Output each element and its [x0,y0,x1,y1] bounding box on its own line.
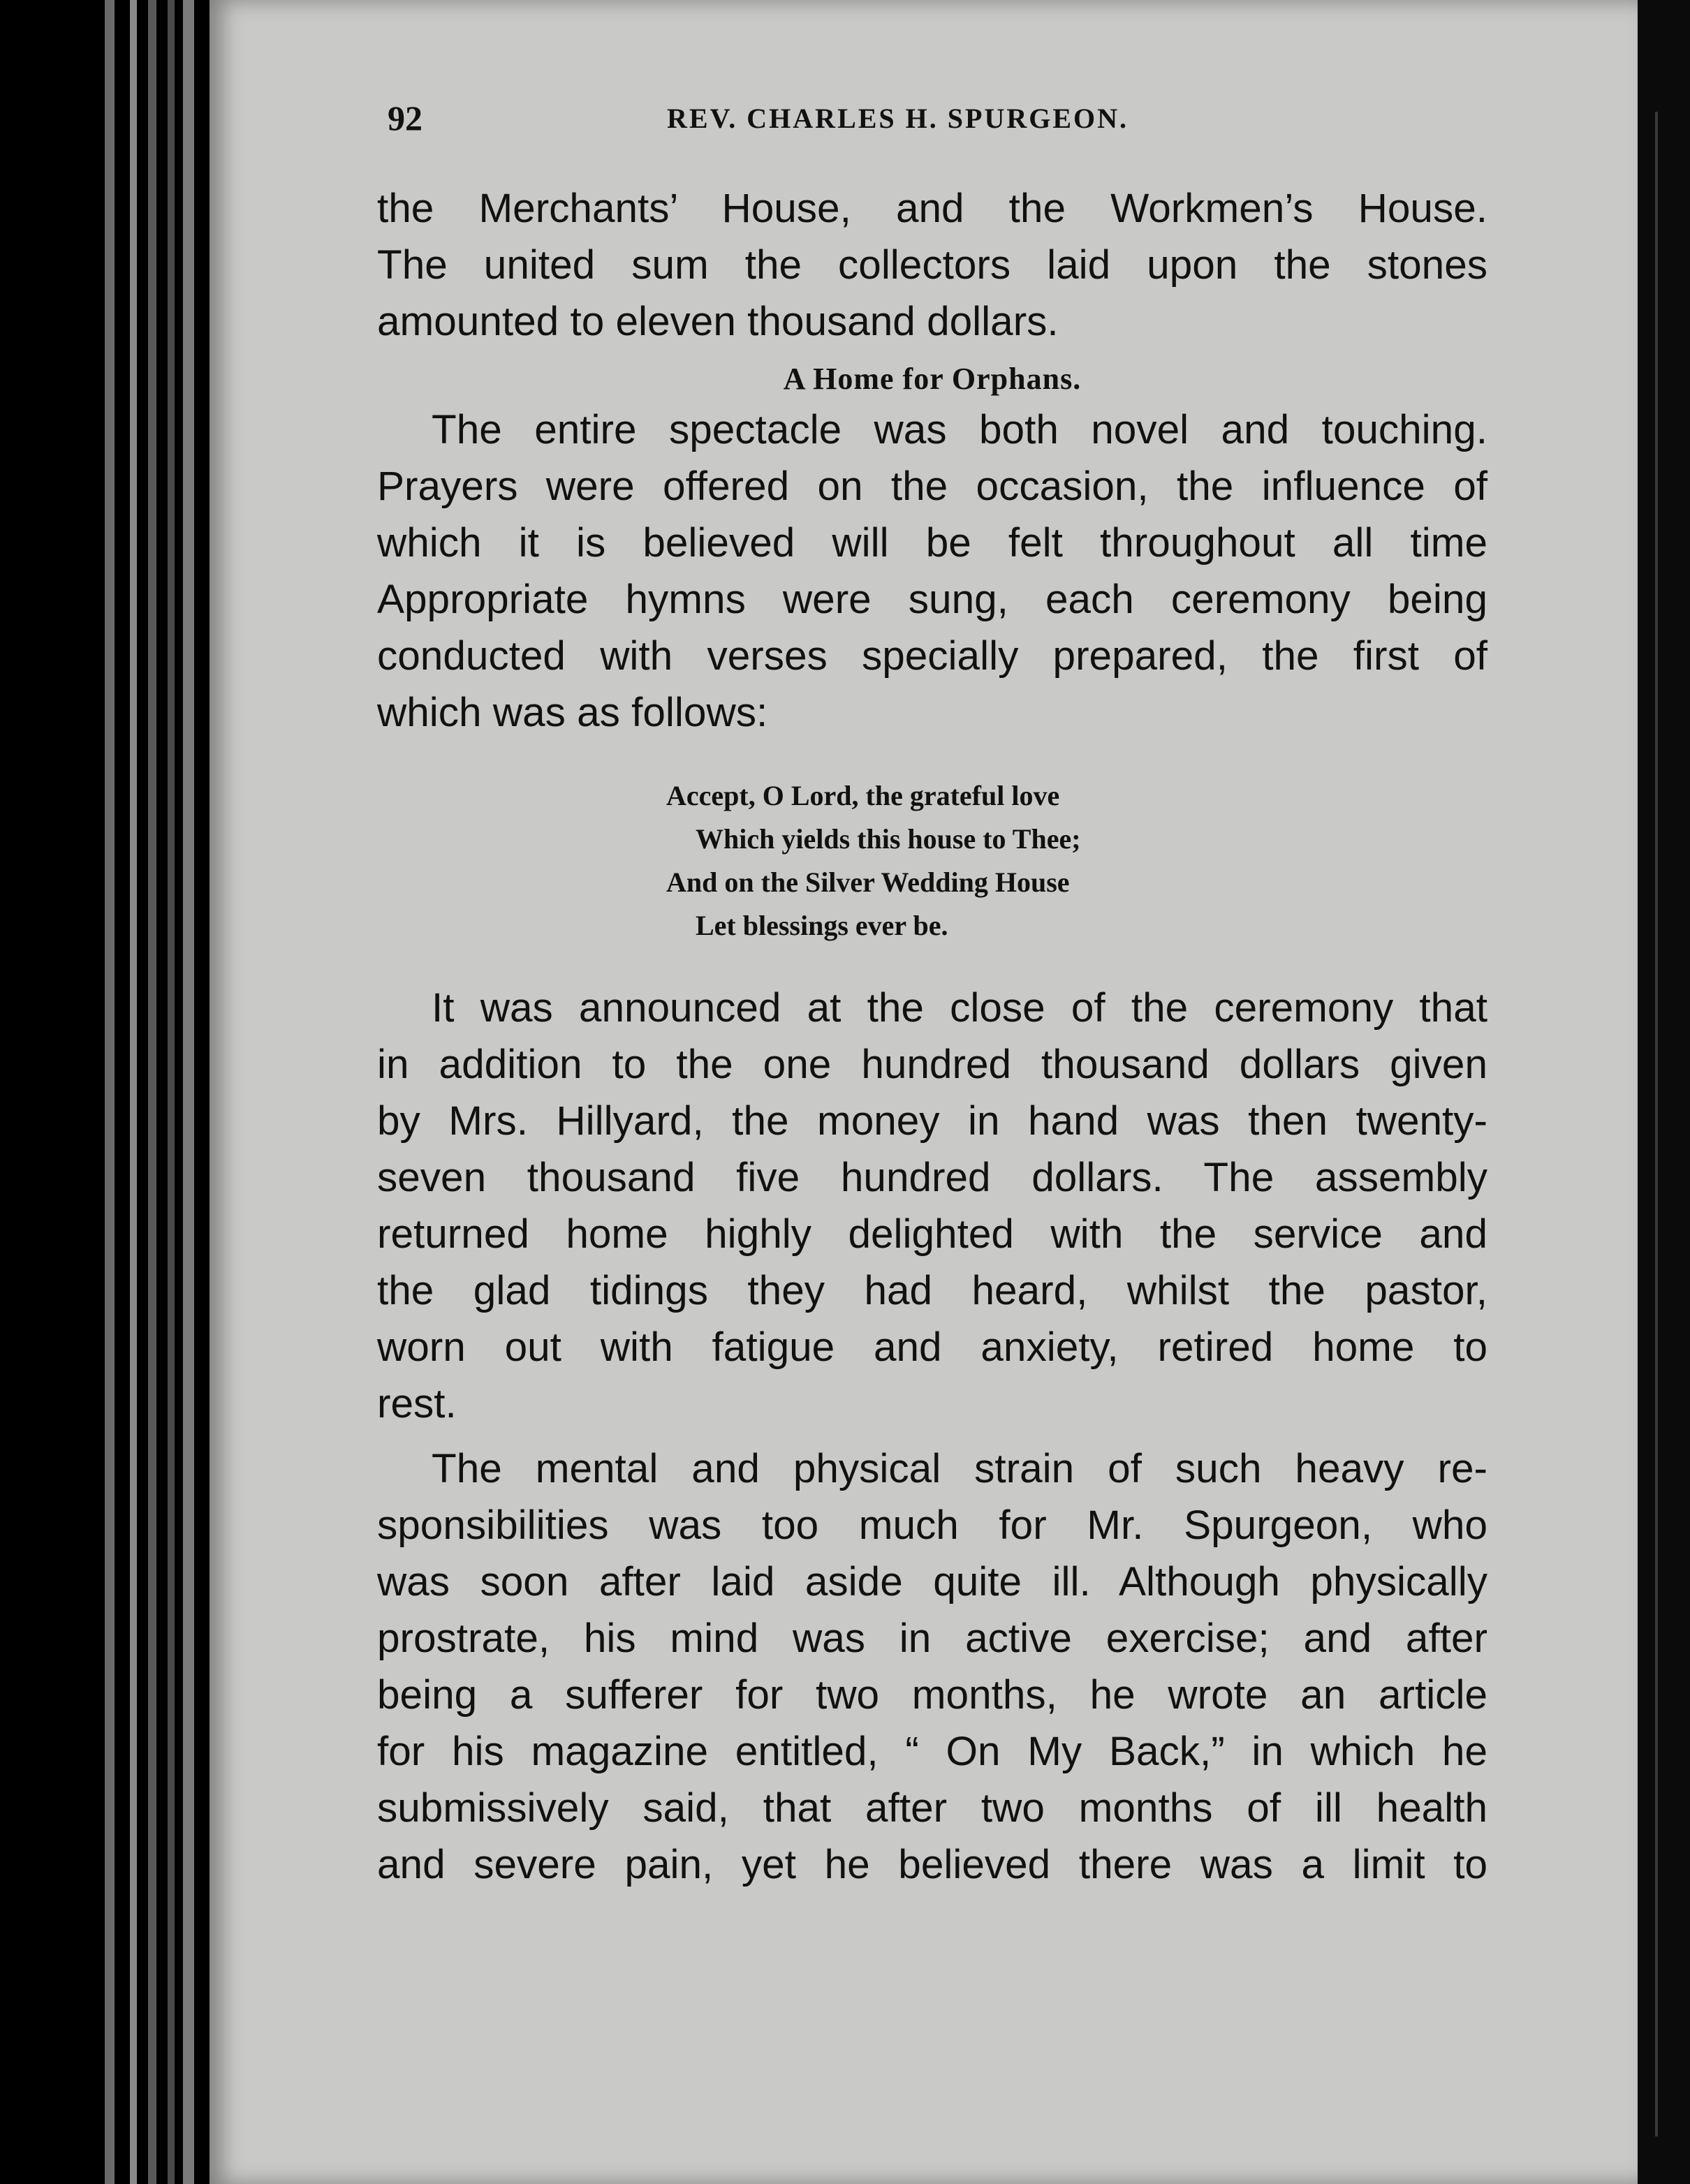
text-line: seven thousand five hundred dollars. The assembly [377,1155,1487,1200]
poem-line: Accept, O Lord, the grateful love [666,780,1060,811]
text-line: the glad tidings they had heard, whilst the pastor, [377,1268,1487,1313]
book-spine-edge [105,0,115,2184]
book-spine-edge [183,0,194,2184]
page-number: 92 [388,98,422,138]
text-line: prostrate, his mind was in active exercise; and after [377,1616,1487,1661]
scan-border-line [1655,112,1658,2137]
text-line: which was as follows: [377,690,768,735]
text-line: the Merchants’ House, and the Workmen’s House. [377,186,1487,231]
book-spine-edge [130,0,137,2184]
text-line: The entire spectacle was both novel and touching. [432,407,1487,452]
text-line: in addition to the one hundred thousand dollars given [377,1042,1487,1087]
text-line: It was announced at the close of the ceremony that [432,985,1487,1031]
text-line: rest. [377,1381,457,1426]
text-line: worn out with fatigue and anxiety, retired home to [377,1325,1487,1370]
text-line: returned home highly delighted with the service and [377,1211,1487,1257]
text-line: The united sum the collectors laid upon the stones [377,242,1487,288]
text-line: which it is believed will be felt throughout all time [377,520,1487,566]
book-spine-edge [148,0,156,2184]
text-line: by Mrs. Hillyard, the money in hand was then twenty- [377,1098,1487,1144]
poem-line: And on the Silver Wedding House [666,866,1070,898]
text-line: The mental and physical strain of such heavy re- [432,1446,1487,1491]
poem-line: Which yields this house to Thee; [696,823,1081,855]
body-text [377,180,1487,1893]
scan-border [1638,0,1690,2184]
section-heading: A Home for Orphans. [783,362,1082,396]
text-line: and severe pain, yet he believed there was a limit to [377,1842,1487,1887]
page-header [388,98,1540,154]
text-line: Appropriate hymns were sung, each ceremony being [377,577,1487,622]
book-spine-edge [168,0,175,2184]
text-line: amounted to eleven thousand dollars. [377,299,1059,344]
text-line: submissively said, that after two months of ill health [377,1785,1487,1831]
text-line: sponsibilities was too much for Mr. Spurgeon, who [377,1503,1487,1548]
poem-line: Let blessings ever be. [696,910,948,941]
text-line: for his magazine entitled, “ On My Back,” in which he [377,1729,1487,1774]
text-line: conducted with verses specially prepared, the first of [377,633,1487,679]
text-line: being a sufferer for two months, he wrote an article [377,1672,1487,1718]
text-line: Prayers were offered on the occasion, the influence of [377,464,1487,509]
running-title: REV. CHARLES H. SPURGEON. [667,103,1129,134]
poem-verse [666,774,1487,947]
text-line: was soon after laid aside quite ill. Although physically [377,1559,1487,1604]
